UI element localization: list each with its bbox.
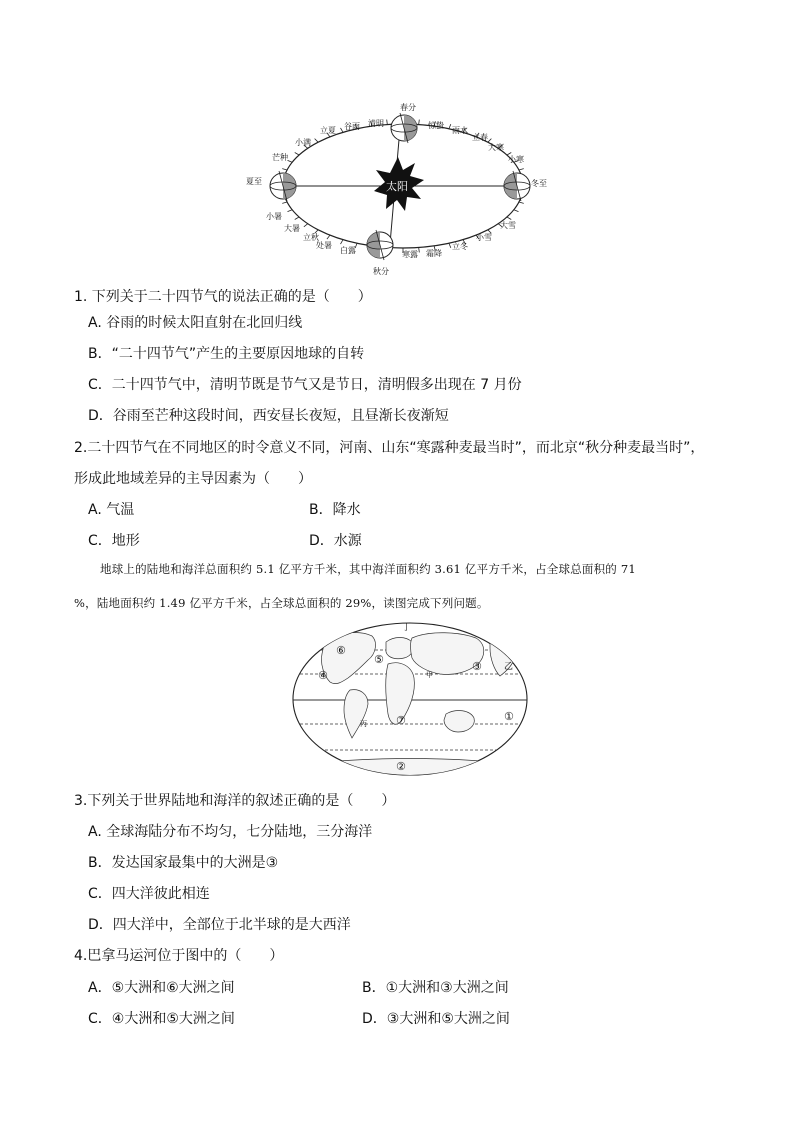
orbit-tick xyxy=(315,139,319,143)
map-label-6: ⑥ xyxy=(336,644,346,657)
earth-globe-summer xyxy=(270,171,296,201)
q4-option-c[interactable]: C．④大洲和⑤大洲之间 xyxy=(88,1011,235,1027)
q4-option-b[interactable]: B．①大洲和③大洲之间 xyxy=(362,980,509,996)
orbit-tick xyxy=(519,169,524,170)
term-jingzhe: 惊蛰 xyxy=(428,121,444,130)
map-label-ding: 丁 xyxy=(402,623,412,633)
q4-option-d[interactable]: D．③大洲和⑤大洲之间 xyxy=(362,1011,510,1027)
q2-option-a[interactable]: A. 气温 xyxy=(88,502,135,518)
q4-stem: 4.巴拿马运河位于图中的（ ） xyxy=(74,948,284,964)
q2-option-c[interactable]: C．地形 xyxy=(88,533,140,549)
term-lichun: 立春 xyxy=(472,133,488,142)
q3-option-c[interactable]: C．四大洋彼此相连 xyxy=(88,886,210,902)
q1-stem: 1. 下列关于二十四节气的说法正确的是（ ） xyxy=(74,289,372,305)
orbit-tick xyxy=(514,210,519,212)
map-label-yi: 乙 xyxy=(504,662,514,672)
q2-stem-line2: 形成此地域差异的主导因素为（ ） xyxy=(74,471,312,487)
term-bailu: 白露 xyxy=(340,246,356,255)
map-label-5: ⑤ xyxy=(374,653,384,666)
q3-option-a[interactable]: A. 全球海陆分布不均匀，七分陆地，三分海洋 xyxy=(88,824,373,840)
q1-option-c[interactable]: C．二十四节气中，清明节既是节气又是节日，清明假多出现在 7 月份 xyxy=(88,377,522,393)
term-liqiu: 立秋 xyxy=(303,233,319,242)
term-chunfen: 春分 xyxy=(400,103,416,112)
orbit-tick xyxy=(304,224,308,227)
orbit-tick xyxy=(449,243,451,248)
map-label-3: ③ xyxy=(472,660,482,673)
passage-line2: %，陆地面积约 1.49 亿平方千米，占全球总面积的 29%，读图完成下列问题。 xyxy=(74,596,489,610)
q2-stem-line1: 2.二十四节气在不同地区的时令意义不同，河南、山东“寒露种麦最当时”，而北京“秋分种麦最当时”， xyxy=(74,440,705,456)
earth-globe-autumn xyxy=(367,230,393,260)
sun-label: 太阳 xyxy=(386,180,408,193)
orbit-tick xyxy=(282,202,287,203)
map-label-bing: 丙 xyxy=(360,720,367,728)
orbit-tick xyxy=(288,160,293,162)
q3-option-b[interactable]: B．发达国家最集中的大洲是③ xyxy=(88,855,279,871)
orbit-tick xyxy=(341,128,344,132)
map-label-jia: 甲 xyxy=(426,671,433,679)
q1-option-d[interactable]: D．谷雨至芒种这段时间，西安昼长夜短，且昼渐长夜渐短 xyxy=(88,408,449,424)
orbit-tick xyxy=(519,202,524,203)
term-guyu: 谷雨 xyxy=(344,122,360,131)
term-dashu: 大暑 xyxy=(284,224,300,233)
continent-oceania xyxy=(444,711,474,732)
term-mangzhong: 芒种 xyxy=(272,153,288,162)
solar-terms-orbit-diagram xyxy=(240,96,560,280)
term-xiazhi: 夏至 xyxy=(246,177,262,186)
term-dahan: 大寒 xyxy=(488,143,504,152)
term-xiaoshu: 小暑 xyxy=(266,212,282,221)
orbit-tick xyxy=(449,124,451,129)
orbit-tick xyxy=(295,217,299,220)
orbit-tick xyxy=(327,235,330,239)
world-map xyxy=(290,620,530,778)
orbit-tick xyxy=(341,240,344,244)
term-shuangjiang: 霜降 xyxy=(426,249,442,258)
q1-option-a[interactable]: A. 谷雨的时候太阳直射在北回归线 xyxy=(88,315,303,331)
orbit-tick xyxy=(488,139,492,143)
q2-option-d[interactable]: D．水源 xyxy=(309,533,362,549)
term-daxue: 大雪 xyxy=(500,221,516,230)
map-label-7: ⑦ xyxy=(396,714,406,727)
continent-europe xyxy=(386,638,414,659)
term-yushui: 雨水 xyxy=(452,126,468,135)
orbit-tick xyxy=(295,153,299,156)
orbit-tick xyxy=(419,247,420,252)
map-label-1: ① xyxy=(504,710,514,723)
sun-icon xyxy=(374,157,424,211)
orbit-tick xyxy=(387,120,388,125)
orbit-tick xyxy=(507,217,511,220)
term-qiufen: 秋分 xyxy=(373,267,389,276)
term-xiaoxue: 小雪 xyxy=(476,233,492,242)
term-chushu: 处暑 xyxy=(316,241,332,250)
q2-option-b[interactable]: B．降水 xyxy=(309,502,361,518)
map-label-4: ④ xyxy=(318,669,328,682)
term-xiaohan: 小寒 xyxy=(508,155,524,164)
term-hanlu: 寒露 xyxy=(402,250,418,259)
q3-stem: 3.下列关于世界陆地和海洋的叙述正确的是（ ） xyxy=(74,793,396,809)
term-lidong: 立冬 xyxy=(452,242,468,251)
q4-option-a[interactable]: A．⑤大洲和⑥大洲之间 xyxy=(88,980,235,996)
term-dongzhi: 冬至 xyxy=(531,179,547,188)
orbit-tick xyxy=(419,120,420,125)
term-lixia: 立夏 xyxy=(320,126,336,135)
q1-option-b[interactable]: B．“二十四节气”产生的主要原因地球的自转 xyxy=(88,346,365,362)
earth-globe-spring xyxy=(391,113,417,143)
q3-option-d[interactable]: D．四大洋中，全部位于北半球的是大西洋 xyxy=(88,917,351,933)
term-xiaoman: 小满 xyxy=(295,138,311,147)
passage-line1: 地球上的陆地和海洋总面积约 5.1 亿平方千米，其中海洋面积约 3.61 亿平方千米，占全球总面积的 71 xyxy=(100,562,636,576)
orbit-tick xyxy=(288,210,293,212)
earth-globe-winter xyxy=(504,171,530,201)
map-label-2: ② xyxy=(396,760,406,773)
term-qingming: 清明 xyxy=(368,119,384,128)
orbit-tick xyxy=(282,169,287,170)
